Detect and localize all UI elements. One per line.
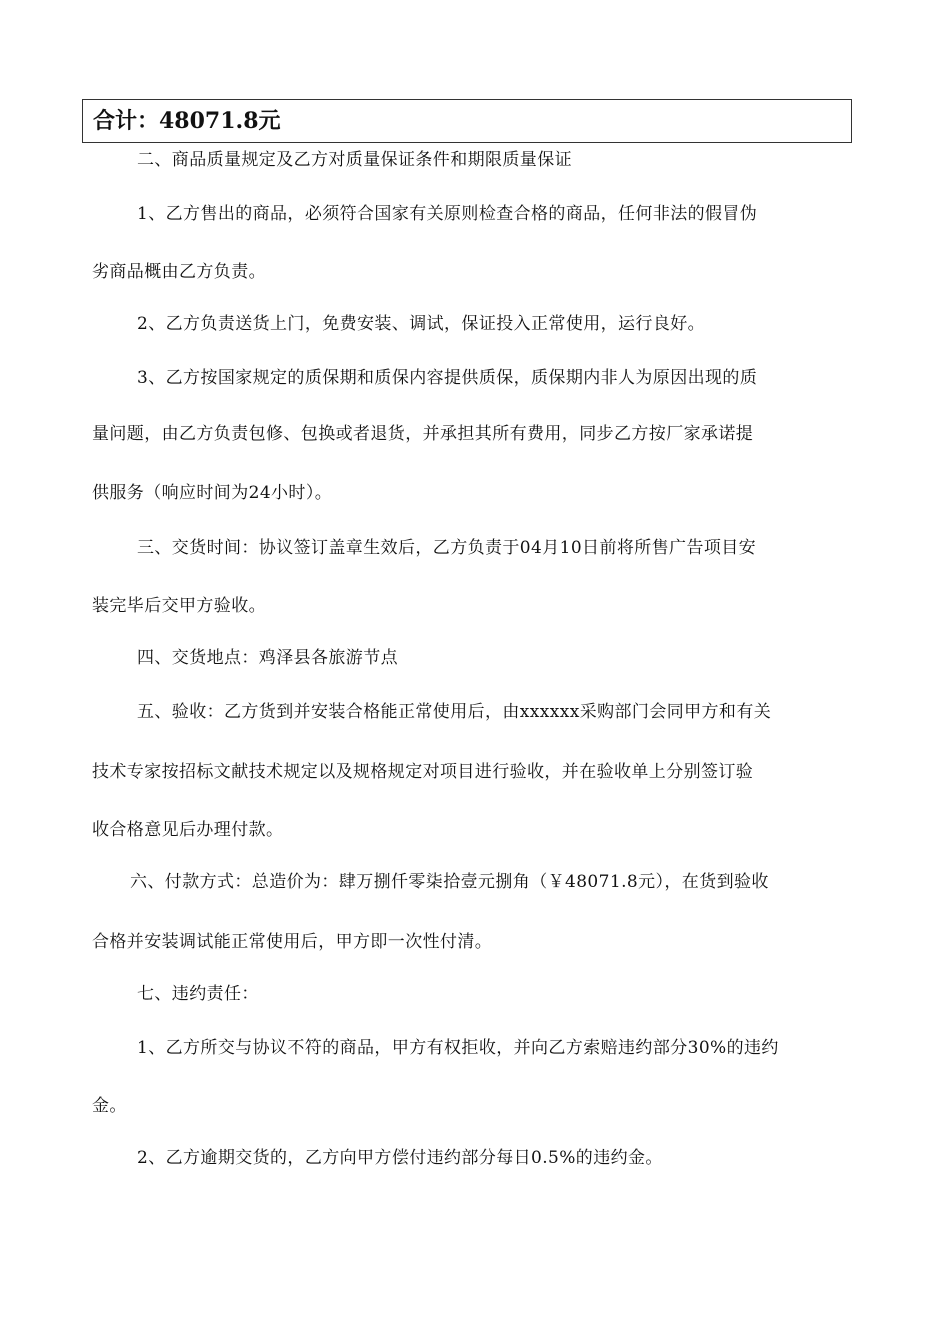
- section2-heading: 二、商品质量规定及乙方对质量保证条件和期限质量保证: [137, 150, 572, 170]
- section2-item3-line2: 量问题，由乙方负责包修、包换或者退货，并承担其所有费用，同步乙方按厂家承诺提: [92, 424, 754, 444]
- section7-item1-line1: 1、乙方所交与协议不符的商品，甲方有权拒收，并向乙方索赔违约部分30%的违约: [137, 1038, 779, 1058]
- total-amount: 合计：48071.8元: [93, 108, 281, 134]
- total-box: [82, 99, 852, 143]
- section2-item3-line3: 供服务（响应时间为24小时）。: [92, 483, 333, 503]
- section4-line1: 四、交货地点：鸡泽县各旅游节点: [137, 648, 398, 668]
- section7-heading: 七、违约责任：: [137, 984, 259, 1004]
- section5-line1: 五、验收：乙方货到并安装合格能正常使用后，由xxxxxx采购部门会同甲方和有关: [137, 702, 772, 722]
- section5-line2: 技术专家按招标文献技术规定以及规格规定对项目进行验收，并在验收单上分别签订验: [92, 762, 754, 782]
- section7-item1-line2: 金。: [92, 1096, 127, 1116]
- section6-line2: 合格并安装调试能正常使用后，甲方即一次性付清。: [92, 932, 493, 952]
- section5-line3: 收合格意见后办理付款。: [92, 820, 284, 840]
- section2-item2: 2、乙方负责送货上门，免费安装、调试，保证投入正常使用，运行良好。: [137, 314, 706, 334]
- section2-item1-line2: 劣商品概由乙方负责。: [92, 262, 266, 282]
- section3-line2: 装完毕后交甲方验收。: [92, 596, 266, 616]
- section2-item1-line1: 1、乙方售出的商品，必须符合国家有关原则检查合格的商品，任何非法的假冒伪: [137, 204, 758, 224]
- section7-item2: 2、乙方逾期交货的，乙方向甲方偿付违约部分每日0.5%的违约金。: [137, 1148, 663, 1168]
- section2-item3-line1: 3、乙方按国家规定的质保期和质保内容提供质保，质保期内非人为原因出现的质: [137, 368, 758, 388]
- section3-line1: 三、交货时间：协议签订盖章生效后，乙方负责于04月10日前将所售广告项目安: [137, 538, 757, 558]
- section6-line1: 六、付款方式：总造价为：肆万捌仟零柒拾壹元捌角（￥48071.8元），在货到验收: [130, 872, 769, 892]
